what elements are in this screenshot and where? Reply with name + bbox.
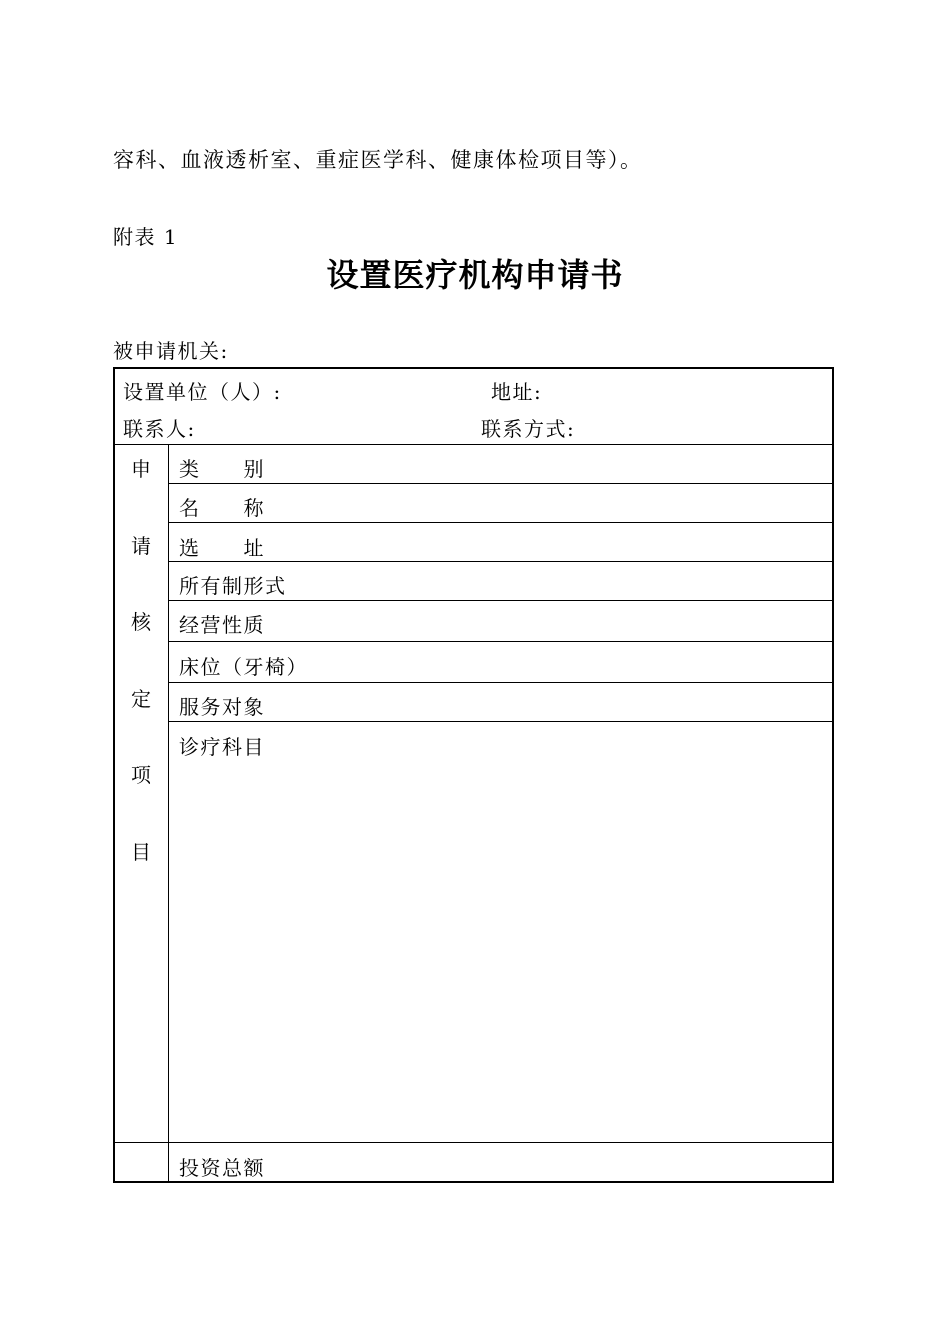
table-border-left bbox=[113, 367, 115, 1182]
table-border-top bbox=[113, 367, 834, 369]
authority-label: 被申请机关: bbox=[113, 339, 229, 363]
row-divider bbox=[168, 522, 834, 523]
table-border-bottom bbox=[113, 1181, 834, 1183]
row-divider bbox=[168, 682, 834, 683]
side-header-char: 目 bbox=[131, 840, 151, 864]
page-title: 设置医疗机构申请书 bbox=[326, 256, 624, 294]
header-divider bbox=[113, 444, 834, 445]
attachment-label: 附表 1 bbox=[113, 225, 179, 249]
address-label: 地址: bbox=[491, 380, 543, 404]
row-divider bbox=[168, 561, 834, 562]
row-label-name: 名 称 bbox=[179, 496, 265, 520]
table-border-right bbox=[832, 367, 834, 1182]
row-divider-investment bbox=[113, 1142, 834, 1143]
side-header-char: 项 bbox=[131, 763, 151, 787]
contact-method-label: 联系方式: bbox=[481, 417, 576, 441]
side-header-char: 请 bbox=[131, 534, 151, 558]
row-label-service-target: 服务对象 bbox=[179, 695, 265, 719]
row-label-beds: 床位（牙椅） bbox=[179, 655, 308, 679]
side-column-divider bbox=[168, 444, 169, 1182]
row-label-investment: 投资总额 bbox=[179, 1156, 265, 1180]
side-header-char: 定 bbox=[131, 687, 151, 711]
continuation-text: 容科、血液透析室、重症医学科、健康体检项目等）。 bbox=[113, 148, 643, 172]
side-header-char: 申 bbox=[131, 457, 151, 481]
row-divider bbox=[168, 721, 834, 722]
row-label-departments: 诊疗科目 bbox=[179, 735, 265, 759]
row-divider bbox=[168, 641, 834, 642]
row-label-ownership: 所有制形式 bbox=[179, 574, 287, 598]
contact-person-label: 联系人: bbox=[123, 417, 196, 441]
setup-unit-label: 设置单位（人）: bbox=[123, 380, 282, 404]
row-divider bbox=[168, 600, 834, 601]
side-header-char: 核 bbox=[131, 610, 151, 634]
row-label-business-nature: 经营性质 bbox=[179, 613, 265, 637]
row-label-site: 选 址 bbox=[179, 536, 265, 560]
row-divider bbox=[168, 483, 834, 484]
row-label-category: 类 别 bbox=[179, 457, 265, 481]
